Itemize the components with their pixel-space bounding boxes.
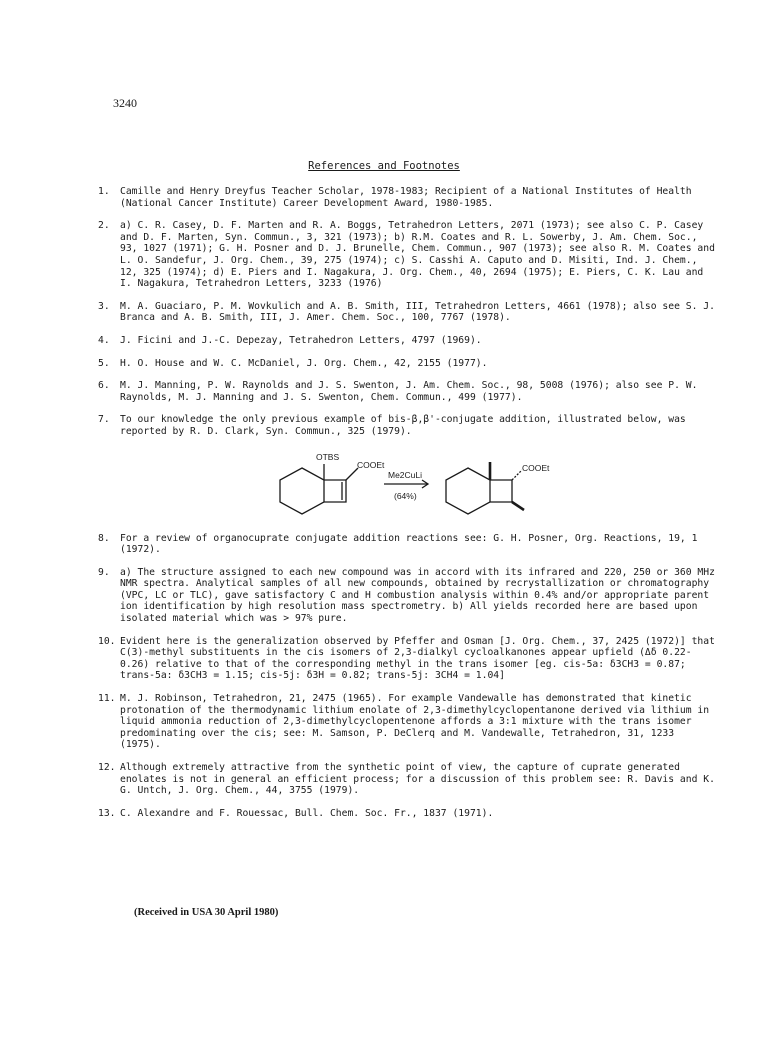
reference-13	[98, 808, 720, 820]
reference-text: To our knowledge the only previous example of bis-β,β'-conjugate addition, illustrated below, was reported by R. D. Clark, Syn. Commun., 325 (1979).	[120, 414, 686, 437]
references-heading: References and Footnotes	[308, 160, 460, 172]
reference-9	[98, 567, 720, 625]
methyl-wedge-bottom	[512, 502, 524, 510]
reference-text: For a review of organocuprate conjugate addition reactions see: G. H. Posner, Org. Reactions, 19, 1 (1972).	[120, 532, 698, 556]
reference-number: 7.	[98, 414, 110, 426]
reference-8	[98, 533, 720, 556]
reference-text: M. A. Guaciaro, P. M. Wovkulich and A. B. Smith, III, Tetrahedron Letters, 4661 (1978); also see S. J. Branca and A. B. Smith, III, J. Amer. Chem. Soc., 100, 7767 (1978).	[120, 300, 715, 324]
reference-text: Camille and Henry Dreyfus Teacher Scholar, 1978-1983; Recipient of a National Institutes of Health (National Cancer Institute) Career Development Award, 1980-1985.	[120, 186, 692, 209]
reference-number: 12.	[98, 762, 116, 773]
reference-5	[98, 358, 720, 370]
reference-number: 9.	[98, 566, 110, 578]
reaction-scheme	[120, 444, 720, 522]
reference-number: 13.	[98, 807, 116, 819]
ester-hash-bond	[512, 470, 522, 480]
reaction-scheme-drawing	[270, 444, 570, 522]
reference-10	[98, 636, 720, 682]
product-cyclohexane-ring	[446, 468, 490, 514]
reference-number: 6.	[98, 380, 110, 392]
otbs-label: OTBS	[316, 451, 340, 462]
reference-number: 3.	[98, 300, 110, 312]
reference-number: 8.	[98, 532, 110, 544]
reference-4	[98, 335, 720, 347]
ester-label-left: COOEt	[357, 459, 385, 470]
reference-number: 4.	[98, 334, 110, 346]
reference-number: 1.	[98, 186, 110, 197]
reference-11	[98, 693, 720, 751]
reference-number: 2.	[98, 220, 110, 232]
reference-list	[98, 186, 720, 830]
yield-label: (64%)	[394, 490, 417, 501]
ester-label-right: COOEt	[522, 462, 550, 473]
reference-text: Although extremely attractive from the synthetic point of view, the capture of cuprate generated enolates is not in general an efficient process; for a discussion of this problem see: R. Davis and K. G. Untch, J. Org. Chem., 44, 3755 (1979).	[120, 762, 715, 797]
reference-text: Evident here is the generalization observed by Pfeffer and Osman [J. Org. Chem., 37, 2425 (1972)] that C(3)-methyl substituents in the cis isomers of 2,3-dialkyl cycloalkanones appear upfield (Δδ 0.22-0.26) relative to that of the corresponding methyl in the trans isomer [eg. cis-5a: δ3CH3 = 0.87; trans-5a: δ3CH3 = 1.15; cis-5j: δ3H = 0.82; trans-5j: 3CH4 = 1.04]	[120, 635, 715, 682]
reference-text: M. J. Manning, P. W. Raynolds and J. S. Swenton, J. Am. Chem. Soc., 98, 5008 (1976); also see P. W. Raynolds, M. J. Manning and J. S. Swenton, Chem. Commun., 499 (1977).	[120, 380, 698, 403]
cyclobutene-ring	[324, 480, 346, 502]
reference-1	[98, 186, 720, 209]
reference-number: 11.	[98, 693, 116, 705]
reference-text: a) The structure assigned to each new compound was in accord with its infrared and 220, 250 or 360 MHz NMR spectra. Analytical samples of all new compounds, obtained by recrystallization or chromatography (VPC, LC or TLC), gave satisfactory C and H combustion analysis within 0.4% and/or appropriate parent ion identification by high resolution mass spectrometry. b) All yields recorded here are based upon isolated material which was > 97% pure.	[120, 566, 715, 625]
reagent-label: Me2CuLi	[388, 469, 423, 480]
reference-text: a) C. R. Casey, D. F. Marten and R. A. Boggs, Tetrahedron Letters, 2071 (1973); see also C. P. Casey and D. F. Marten, Syn. Commun., 3, 321 (1973); b) R.M. Coates and R. L. Sowerby, J. Am. Chem. Soc., 93, 1027 (1971); G. H. Posner and D. J. Brunelle, Chem. Commun., 907 (1973); see also R. M. Coates and L. O. Sandefur, J. Org. Chem., 39, 275 (1974); c) S. Casshi A. Caputo and D. Misiti, Ind. J. Chem., 12, 325 (1974); d) E. Piers and I. Nagakura, J. Org. Chem., 40, 2694 (1975); E. Piers, C. K. Lau and I. Nagakura, Tetrahedron Letters, 3233 (1976)	[120, 220, 715, 290]
reference-number: 10.	[98, 635, 116, 647]
reference-12	[98, 762, 720, 797]
cyclobutane-ring	[490, 480, 512, 502]
reference-text: C. Alexandre and F. Rouessac, Bull. Chem. Soc. Fr., 1837 (1971).	[120, 807, 494, 819]
reference-text: H. O. House and W. C. McDaniel, J. Org. Chem., 42, 2155 (1977).	[120, 357, 488, 369]
reference-2	[98, 220, 720, 290]
reference-text: J. Ficini and J.-C. Depezay, Tetrahedron Letters, 4797 (1969).	[120, 334, 482, 346]
received-date: (Received in USA 30 April 1980)	[134, 907, 279, 918]
reference-6	[98, 380, 720, 403]
page-number: 3240	[113, 96, 137, 110]
cyclohexane-ring	[280, 468, 324, 514]
reference-3	[98, 301, 720, 324]
reference-number: 5.	[98, 357, 110, 369]
reference-text: M. J. Robinson, Tetrahedron, 21, 2475 (1965). For example Vandewalle has demonstrated that kinetic protonation of the thermodynamic lithium enolate of 2,3-dimethylcyclopentanone derived via lithium in liquid ammonia reduction of 2,3-dimethylcyclopentenone affords a 3:1 mixture with the trans isomer predominating over the cis; see: M. Samson, P. DeClerq and M. Vandewalle, Tetrahedron, 31, 1233 (1975).	[120, 693, 710, 751]
reference-7	[98, 414, 720, 521]
